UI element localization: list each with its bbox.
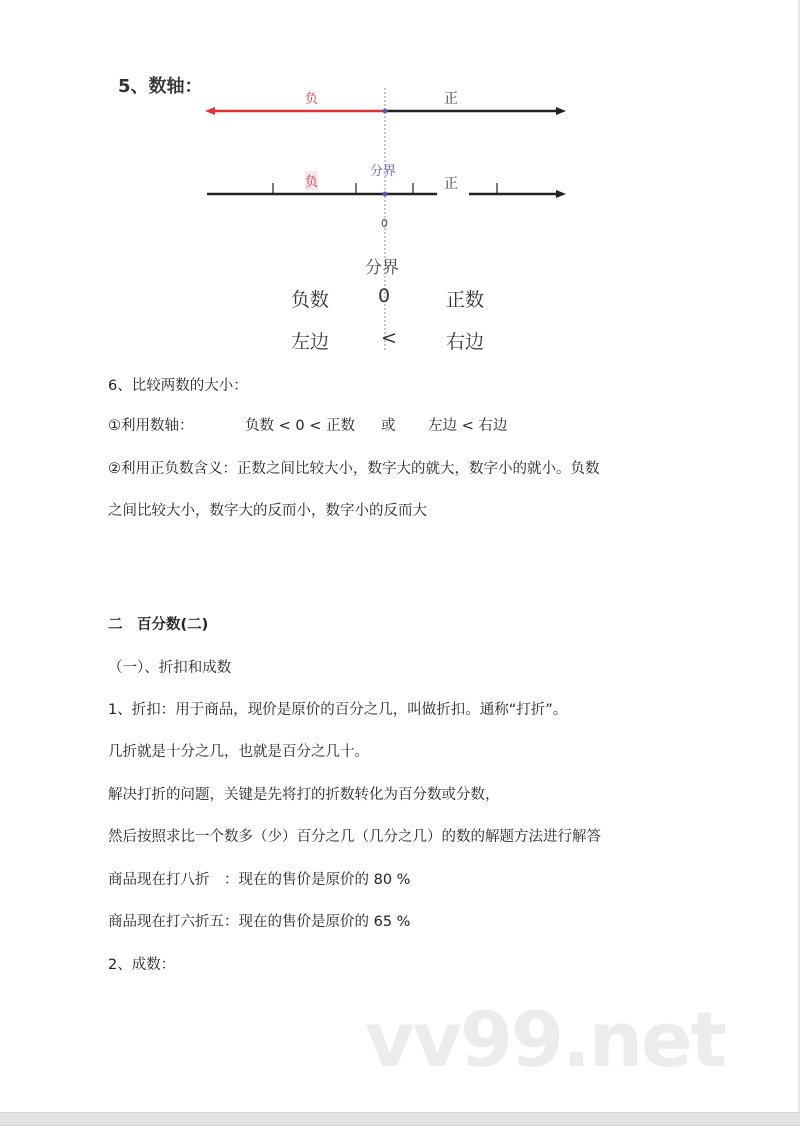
positive-numbers-label: 正数 bbox=[446, 289, 485, 311]
number-line-diagram bbox=[0, 0, 800, 360]
section-6-title: 6、比较两数的大小： bbox=[108, 378, 248, 394]
body-line: 商品现在打六折五：现在的售价是原价的 65 % bbox=[108, 914, 411, 930]
axis2-boundary-label: 分界 bbox=[370, 164, 397, 179]
body-line: 然后按照求比一个数多（少）百分之几（几分之几）的数的解题方法进行解答 bbox=[108, 829, 601, 845]
body-line: 1、折扣：用于商品，现价是原价的百分之几，叫做折扣。通称“打折”。 bbox=[108, 702, 568, 718]
chapter-2-subtitle: （一）、折扣和成数 bbox=[108, 660, 232, 676]
chapter-2-title: 二 百分数(二) bbox=[108, 617, 209, 633]
axis2-origin-dot bbox=[383, 192, 388, 197]
left-side-label: 左边 bbox=[291, 331, 330, 353]
axis1-left-arrow bbox=[205, 107, 215, 115]
zero-label: 0 bbox=[378, 285, 391, 307]
page-separator bbox=[0, 1112, 800, 1126]
axis2-zero-label: 0 bbox=[381, 217, 388, 230]
method-1-sides: 左边 < 右边 bbox=[428, 418, 508, 434]
axis2-negative-label: 负 bbox=[305, 171, 318, 190]
axis1-right-arrow bbox=[556, 107, 566, 115]
body-line: 商品现在打八折 ：现在的售价是原价的 80 % bbox=[108, 872, 411, 888]
watermark: vv99.net bbox=[365, 995, 725, 1084]
method-2-line-2: 之间比较大小，数字大的反而小，数字小的反而大 bbox=[108, 503, 427, 519]
section-5-title: 5、数轴： bbox=[118, 76, 203, 97]
method-1-label: ①利用数轴： bbox=[108, 418, 194, 434]
method-2-line-1: ②利用正负数含义：正数之间比较大小，数字大的就大，数字小的就小。负数 bbox=[108, 461, 600, 477]
axis1-positive-label: 正 bbox=[444, 91, 458, 107]
method-1-order: 负数 < 0 < 正数 bbox=[245, 418, 355, 434]
axis2-positive-label: 正 bbox=[444, 176, 458, 192]
method-1-or: 或 bbox=[381, 418, 396, 434]
axis1-origin-dot bbox=[383, 109, 388, 114]
axis1-negative-label: 负 bbox=[305, 92, 319, 107]
body-line: 几折就是十分之几，也就是百分之几十。 bbox=[108, 744, 369, 760]
boundary-label: 分界 bbox=[365, 258, 399, 278]
right-side-label: 右边 bbox=[446, 331, 485, 353]
body-line: 2、成数： bbox=[108, 957, 176, 973]
less-than-label: < bbox=[381, 327, 397, 349]
body-line: 解决打折的问题，关键是先将打的折数转化为百分数或分数， bbox=[108, 787, 500, 803]
negative-numbers-label: 负数 bbox=[291, 289, 330, 311]
axis2-right-arrow bbox=[556, 190, 566, 198]
